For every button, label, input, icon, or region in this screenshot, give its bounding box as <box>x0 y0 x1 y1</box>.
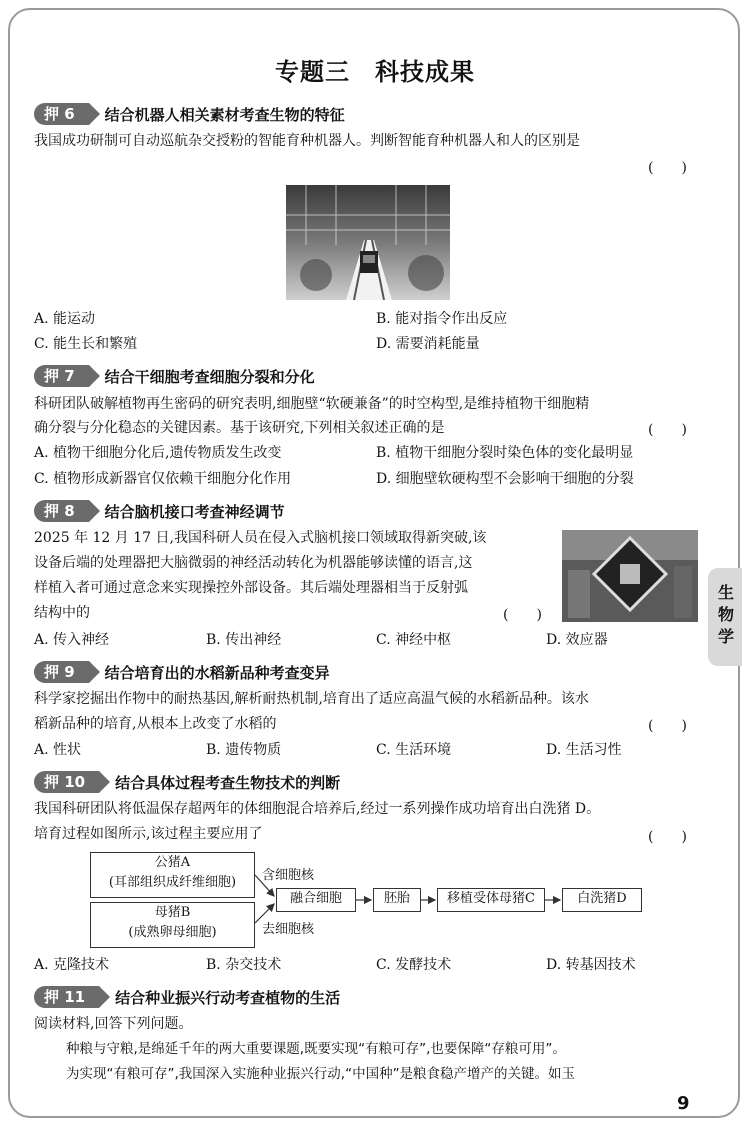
question-stem: 我国成功研制可自动巡航杂交授粉的智能育种机器人。判断智能育种机器人和人的区别是 <box>34 133 580 149</box>
section-badge: 押 9 <box>34 661 89 683</box>
option-d: D. 需要消耗能量 <box>376 336 480 352</box>
reading-line2: 为实现“有粮可存”,我国深入实施种业振兴行动,“中国种”是粮食稳产增产的关键。如玉 <box>66 1066 576 1082</box>
brain-interface-photo <box>562 530 698 622</box>
option-b: B. 能对指令作出反应 <box>376 311 508 327</box>
boar-a-label: 公猪A <box>154 855 191 870</box>
question-stem-line2: 设备后端的处理器把大脑微弱的神经活动转化为机器能够读懂的语言,这 <box>34 555 473 571</box>
option-b: B. 植物干细胞分裂时染色体的变化最明显 <box>376 445 634 461</box>
section-header-7 <box>34 364 315 388</box>
option-c: C. 植物形成新器官仅依赖干细胞分化作用 <box>34 471 292 487</box>
option-d: D. 细胞壁软硬构型不会影响干细胞的分裂 <box>376 471 634 487</box>
option-a: A. 传入神经 <box>34 632 110 648</box>
section-heading: 结合种业振兴行动考查植物的生活 <box>115 988 341 1007</box>
section-heading: 结合培育出的水稻新品种考查变异 <box>104 663 330 682</box>
section-header-11 <box>34 985 340 1009</box>
option-c: C. 生活环境 <box>376 742 452 758</box>
question-stem-line1: 科研团队破解植物再生密码的研究表明,细胞壁“软硬兼备”的时空构型,是维持植物干细胞精 <box>34 396 590 412</box>
white-pig-d-box: 白洗猪D <box>562 888 642 912</box>
section-badge: 押 10 <box>34 771 99 793</box>
section-heading: 结合机器人相关素材考查生物的特征 <box>104 105 345 124</box>
question-stem-line2: 稻新品种的培育,从根本上改变了水稻的 <box>34 716 277 732</box>
section-header-6 <box>34 102 345 126</box>
page-title: 专题三 科技成果 <box>275 58 475 86</box>
section-badge: 押 11 <box>34 986 99 1008</box>
answer-paren: ( ) <box>503 607 542 623</box>
option-b: B. 传出神经 <box>206 632 282 648</box>
question-stem-line2: 确分裂与分化稳态的关键因素。基于该研究,下列相关叙述正确的是 <box>34 420 445 436</box>
section-badge: 押 8 <box>34 500 89 522</box>
section-header-10 <box>34 770 340 794</box>
diagram-arrows <box>250 870 650 930</box>
subject-side-tab <box>708 568 742 666</box>
enucleated-label: 去细胞核 <box>262 922 315 937</box>
option-a: A. 能运动 <box>34 311 96 327</box>
question-stem-line2: 培育过程如图所示,该过程主要应用了 <box>34 826 263 842</box>
sow-b-cell-label: (成熟卵母细胞) <box>128 925 217 940</box>
option-a: A. 植物干细胞分化后,遗传物质发生改变 <box>34 445 282 461</box>
option-d: D. 转基因技术 <box>546 957 636 973</box>
fused-cell-box: 融合细胞 <box>276 888 356 912</box>
question-stem: 阅读材料,回答下列问题。 <box>34 1016 193 1032</box>
question-stem-line1: 我国科研团队将低温保存超两年的体细胞混合培养后,经过一系列操作成功培育出白洗猪 D。 <box>34 801 601 817</box>
breeding-robot-photo <box>286 185 450 300</box>
sow-b-label: 母猪B <box>154 905 191 920</box>
boar-a-cell-label: (耳部组织成纤维细胞) <box>108 875 237 890</box>
page-number: 9 <box>677 1093 690 1114</box>
section-heading: 结合具体过程考查生物技术的判断 <box>115 773 341 792</box>
sow-b-box <box>90 902 255 948</box>
answer-paren: ( ) <box>648 422 687 438</box>
answer-paren: ( ) <box>648 829 687 845</box>
section-heading: 结合干细胞考查细胞分裂和分化 <box>104 367 315 386</box>
option-c: C. 能生长和繁殖 <box>34 336 138 352</box>
option-a: A. 性状 <box>34 742 82 758</box>
option-c: C. 发酵技术 <box>376 957 452 973</box>
boar-a-box <box>90 852 255 898</box>
section-header-9 <box>34 660 330 684</box>
surrogate-c-box: 移植受体母猪C <box>437 888 545 912</box>
question-stem-line1: 2025 年 12 月 17 日,我国科研人员在侵入式脑机接口领域取得新突破,该 <box>34 530 487 546</box>
answer-paren: ( ) <box>648 160 687 176</box>
nucleus-label: 含细胞核 <box>262 868 315 883</box>
section-badge: 押 6 <box>34 103 89 125</box>
section-header-8 <box>34 499 285 523</box>
option-d: D. 生活习性 <box>546 742 622 758</box>
section-badge: 押 7 <box>34 365 89 387</box>
option-b: B. 杂交技术 <box>206 957 282 973</box>
question-stem-line3: 样植入者可通过意念来实现操控外部设备。其后端处理器相当于反射弧 <box>34 580 468 596</box>
embryo-box: 胚胎 <box>373 888 421 912</box>
option-d: D. 效应器 <box>546 632 608 648</box>
reading-line1: 种粮与守粮,是绵延千年的两大重要课题,既要实现“有粮可存”,也要保障“存粮可用”。 <box>66 1041 566 1057</box>
answer-paren: ( ) <box>648 718 687 734</box>
option-b: B. 遗传物质 <box>206 742 282 758</box>
question-stem-line4: 结构中的 <box>34 605 90 621</box>
section-heading: 结合脑机接口考查神经调节 <box>104 502 285 521</box>
option-a: A. 克隆技术 <box>34 957 110 973</box>
subject-label: 生物学 <box>715 584 735 650</box>
option-c: C. 神经中枢 <box>376 632 452 648</box>
question-stem-line1: 科学家挖掘出作物中的耐热基因,解析耐热机制,培育出了适应高温气候的水稻新品种。该水 <box>34 691 589 707</box>
